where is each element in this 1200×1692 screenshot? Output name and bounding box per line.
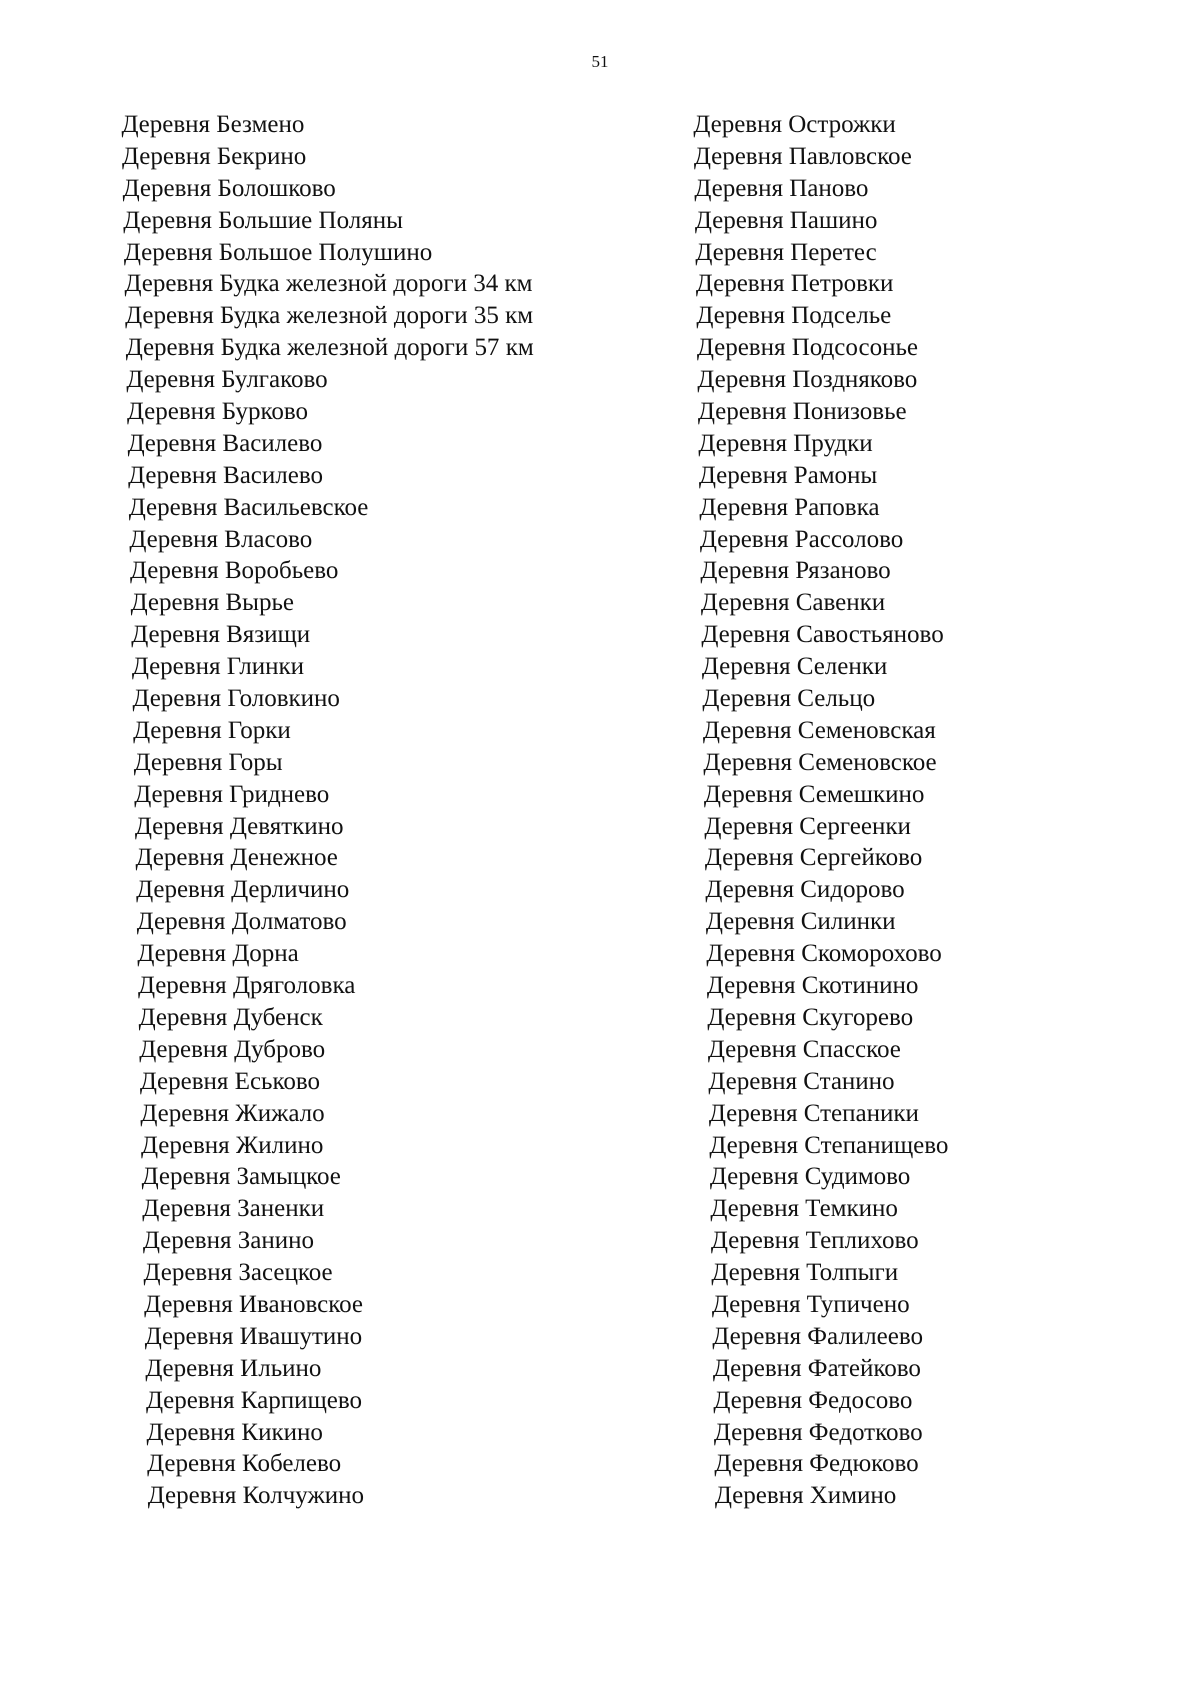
left-column-list (121, 109, 556, 1512)
village-list-item: Деревня Бекрино (121, 142, 307, 170)
village-list-item: Деревня Спасское (707, 1035, 902, 1063)
village-list-item: Деревня Толпыги (711, 1259, 899, 1287)
village-list-item: Деревня Поздняково (697, 366, 918, 394)
village-list-item: Деревня Засецкое (143, 1259, 333, 1287)
village-list-item: Деревня Понизовье (697, 398, 907, 426)
village-list-item: Деревня Безмено (121, 111, 305, 138)
village-list-item: Деревня Фатейково (712, 1354, 922, 1382)
village-list-item: Деревня Рассолово (699, 525, 904, 553)
village-list-item: Деревня Василево (127, 429, 323, 457)
village-list-item: Деревня Дерличино (135, 876, 350, 904)
village-list-item: Деревня Жилино (140, 1131, 324, 1159)
village-list-item: Деревня Федосово (713, 1386, 913, 1414)
village-list-item: Деревня Рязаново (700, 557, 891, 585)
village-list-item: Деревня Петровки (695, 270, 894, 298)
village-list-item: Деревня Карпищево (145, 1386, 363, 1414)
village-list-item: Деревня Перетес (695, 238, 877, 266)
village-list-item: Деревня Темкино (710, 1195, 899, 1223)
village-list-item: Деревня Подсосонье (696, 334, 919, 362)
village-list-item: Деревня Раповка (699, 493, 880, 521)
village-list-item: Деревня Василево (127, 461, 324, 489)
village-list-item: Деревня Воробьево (129, 557, 339, 585)
village-list-item: Деревня Семеновское (703, 748, 937, 776)
page-number: 51 (591, 52, 609, 71)
village-list-item: Деревня Занино (142, 1227, 315, 1255)
village-list-item: Деревня Скугорево (707, 1003, 914, 1031)
village-list-item: Деревня Дряголовка (137, 972, 356, 1000)
village-list-item: Деревня Семешкино (703, 780, 925, 808)
village-list-item: Деревня Дорна (136, 940, 299, 968)
village-list-item: Деревня Болошково (122, 174, 337, 202)
village-list-item: Деревня Большое Полушино (123, 238, 433, 266)
village-list-item: Деревня Кобелево (146, 1450, 342, 1478)
village-list-item: Деревня Кикино (146, 1418, 324, 1446)
village-list-item: Деревня Степанищево (709, 1131, 949, 1159)
village-list-item: Деревня Сидорово (705, 876, 905, 904)
village-list-item: Деревня Горы (133, 748, 283, 776)
village-list-item: Деревня Васильевское (128, 493, 369, 521)
village-list-item: Деревня Горки (132, 716, 291, 744)
village-list-item: Деревня Заненки (141, 1195, 325, 1223)
village-list-item: Деревня Селенки (701, 653, 888, 681)
village-list-item: Деревня Будка железной дороги 34 км (124, 270, 533, 298)
village-list-item: Деревня Головкино (132, 685, 341, 713)
village-list-item: Деревня Долматово (136, 908, 347, 936)
village-list-item: Деревня Будка железной дороги 57 км (125, 334, 534, 362)
village-list-item: Деревня Гриднево (133, 780, 330, 808)
village-list-item: Деревня Семеновская (702, 716, 936, 744)
village-list-item: Деревня Станино (708, 1067, 895, 1095)
right-column-list (693, 109, 957, 1512)
village-list-item: Деревня Денежное (135, 844, 339, 872)
village-list-item: Деревня Дубенск (138, 1003, 324, 1031)
village-list-item: Деревня Степаники (708, 1099, 920, 1127)
village-list-item: Деревня Замыцкое (141, 1163, 342, 1191)
village-list-item: Деревня Пашино (694, 206, 878, 234)
village-list-item: Деревня Большие Поляны (122, 206, 404, 234)
village-list-item: Деревня Теплихово (710, 1227, 919, 1255)
village-list-item: Деревня Савостьяново (701, 621, 944, 649)
village-list-item: Деревня Острожки (693, 111, 897, 138)
village-list-item: Деревня Химино (714, 1482, 897, 1510)
village-list-item: Деревня Глинки (131, 653, 305, 681)
village-list-item: Деревня Скотинино (706, 972, 919, 1000)
village-list-item: Деревня Федюково (714, 1450, 919, 1478)
village-list-item: Деревня Скоморохово (706, 940, 942, 968)
village-list-item: Деревня Девяткино (134, 812, 344, 840)
village-list-item: Деревня Ивашутино (144, 1322, 363, 1350)
village-list-item: Деревня Вязищи (130, 621, 311, 649)
village-list-item: Деревня Силинки (705, 908, 896, 936)
village-list-item: Деревня Сергейково (704, 844, 923, 872)
village-list-item: Деревня Дуброво (138, 1035, 326, 1063)
village-list-item: Деревня Булгаково (125, 366, 328, 394)
village-list-item: Деревня Рамоны (698, 461, 878, 489)
village-list-item: Деревня Власово (128, 525, 313, 553)
village-list-item: Деревня Подселье (696, 302, 892, 330)
village-list-item: Деревня Судимово (709, 1163, 911, 1191)
village-list-item: Деревня Паново (694, 174, 869, 202)
village-list-item: Деревня Ильино (144, 1354, 322, 1382)
village-list-item: Деревня Сергеенки (704, 812, 912, 840)
village-list-item: Деревня Сельцо (702, 685, 876, 713)
village-list-item: Деревня Колчужино (147, 1482, 365, 1510)
village-list-item: Деревня Бурково (126, 398, 309, 426)
village-list-item: Деревня Жижало (140, 1099, 325, 1127)
village-list-item: Деревня Федотково (713, 1418, 923, 1446)
village-list-item: Деревня Будка железной дороги 35 км (124, 302, 534, 330)
village-list-item: Деревня Павловское (693, 142, 913, 170)
village-list-item: Деревня Прудки (698, 429, 873, 457)
village-list-item: Деревня Вырье (130, 589, 295, 617)
village-list-item: Деревня Тупичено (711, 1290, 910, 1318)
village-list-item: Деревня Еськово (139, 1067, 321, 1095)
village-list-item: Деревня Фалилеево (712, 1322, 924, 1350)
village-list-item: Деревня Ивановское (143, 1290, 364, 1318)
village-list-item: Деревня Савенки (700, 589, 886, 617)
